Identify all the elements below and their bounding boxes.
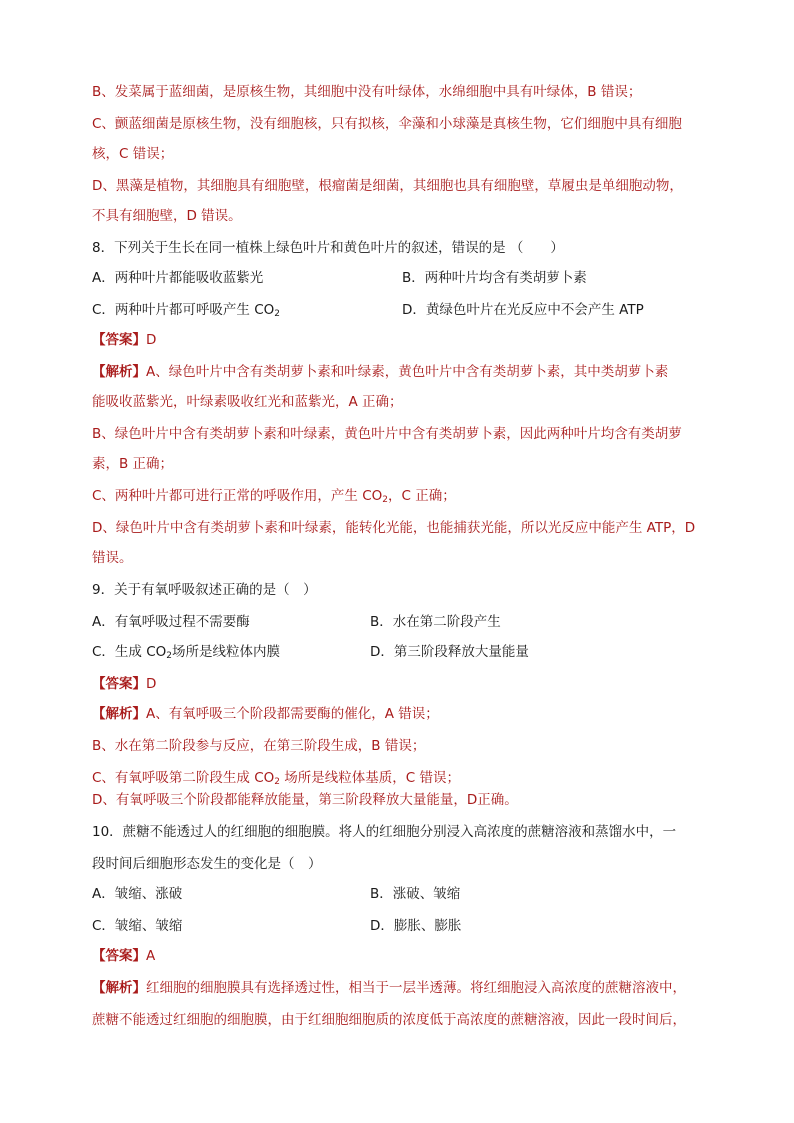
q10-option-a: A．皱缩、涨破	[92, 886, 183, 902]
q8-answer: 【答案】D	[92, 332, 157, 348]
q8-analysis-line1: 【解析】A、绿色叶片中含有类胡萝卜素和叶绿素，黄色叶片中含有类胡萝卜素，其中类胡萝卜素	[92, 364, 669, 380]
q8-analysis-line5: C、两种叶片都可进行正常的呼吸作用，产生 $CO_2$，C 正确；	[92, 488, 456, 505]
q9-analysis-line3: C、有氧呼吸第二阶段生成 $CO_2$ 场所是线粒体基质，C 错误；	[92, 770, 461, 787]
q7-analysis-c-line1: C、颤蓝细菌是原核生物，没有细胞核，只有拟核，伞藻和小球藻是真核生物，它们细胞中具有细胞	[92, 116, 682, 132]
q10-option-b: B．涨破、皱缩	[370, 886, 461, 902]
q7-analysis-b: B、发菜属于蓝细菌，是原核生物，其细胞中没有叶绿体，水绵细胞中具有叶绿体，B 错误；	[92, 84, 642, 100]
q8-stem: 8．下列关于生长在同一植株上绿色叶片和黄色叶片的叙述，错误的是 （ ）	[92, 240, 564, 256]
q9-stem: 9．关于有氧呼吸叙述正确的是（ ）	[92, 582, 317, 598]
q10-stem-line1: 10．蔗糖不能透过人的红细胞的细胞膜。将人的红细胞分别浸入高浓度的蔗糖溶液和蒸馏水中，一	[92, 824, 677, 840]
q8-analysis-line2: 能吸收蓝紫光，叶绿素吸收红光和蓝紫光，A 正确；	[92, 394, 403, 410]
q10-answer: 【答案】A	[92, 948, 156, 964]
q10-option-c: C．皱缩、皱缩	[92, 918, 183, 934]
q8-analysis-line6: D、绿色叶片中含有类胡萝卜素和叶绿素，能转化光能，也能捕获光能，所以光反应中能产生 ATP，D	[92, 520, 696, 536]
q10-analysis-line2: 蔗糖不能透过红细胞的细胞膜，由于红细胞细胞质的浓度低于高浓度的蔗糖溶液，因此一段时间后，	[92, 1012, 686, 1028]
q9-analysis-line2: B、水在第二阶段参与反应，在第三阶段生成，B 错误；	[92, 738, 426, 754]
q8-analysis-line3: B、绿色叶片中含有类胡萝卜素和叶绿素，黄色叶片中含有类胡萝卜素，因此两种叶片均含有类胡萝	[92, 426, 682, 442]
q10-analysis-line1: 【解析】红细胞的细胞膜具有选择透过性，相当于一层半透薄。将红细胞浸入高浓度的蔗糖溶液中，	[92, 980, 686, 996]
q9-option-b: B．水在第二阶段产生	[370, 614, 501, 630]
q9-answer: 【答案】D	[92, 676, 157, 692]
q9-analysis-line1: 【解析】A、有氧呼吸三个阶段都需要酶的催化，A 错误；	[92, 706, 439, 722]
q9-option-c: C．生成 $CO_2$场所是线粒体内膜	[92, 644, 281, 661]
q9-analysis-line4: D、有氧呼吸三个阶段都能释放能量，第三阶段释放大量能量，D正确。	[92, 792, 518, 808]
q10-stem-line2: 段时间后细胞形态发生的变化是（ ）	[92, 856, 322, 872]
q7-analysis-c-line2: 核，C 错误；	[92, 146, 174, 162]
q8-option-a: A．两种叶片都能吸收蓝紫光	[92, 270, 264, 286]
q7-analysis-d-line2: 不具有细胞壁，D 错误。	[92, 208, 242, 224]
q8-option-b: B．两种叶片均含有类胡萝卜素	[402, 270, 587, 286]
q9-option-d: D．第三阶段释放大量能量	[370, 644, 529, 660]
q8-option-d: D．黄绿色叶片在光反应中不会产生 ATP	[402, 302, 644, 318]
q8-option-c: C．两种叶片都可呼吸产生 $CO_2$	[92, 302, 281, 319]
q7-analysis-d-line1: D、黑藻是植物，其细胞具有细胞壁，根瘤菌是细菌，其细胞也具有细胞壁，草履虫是单细胞动物，	[92, 178, 683, 194]
q8-analysis-line4: 素，B 正确；	[92, 456, 174, 472]
q9-option-a: A．有氧呼吸过程不需要酶	[92, 614, 250, 630]
q8-analysis-line7: 错误。	[92, 550, 133, 566]
q10-option-d: D．膨胀、膨胀	[370, 918, 462, 934]
